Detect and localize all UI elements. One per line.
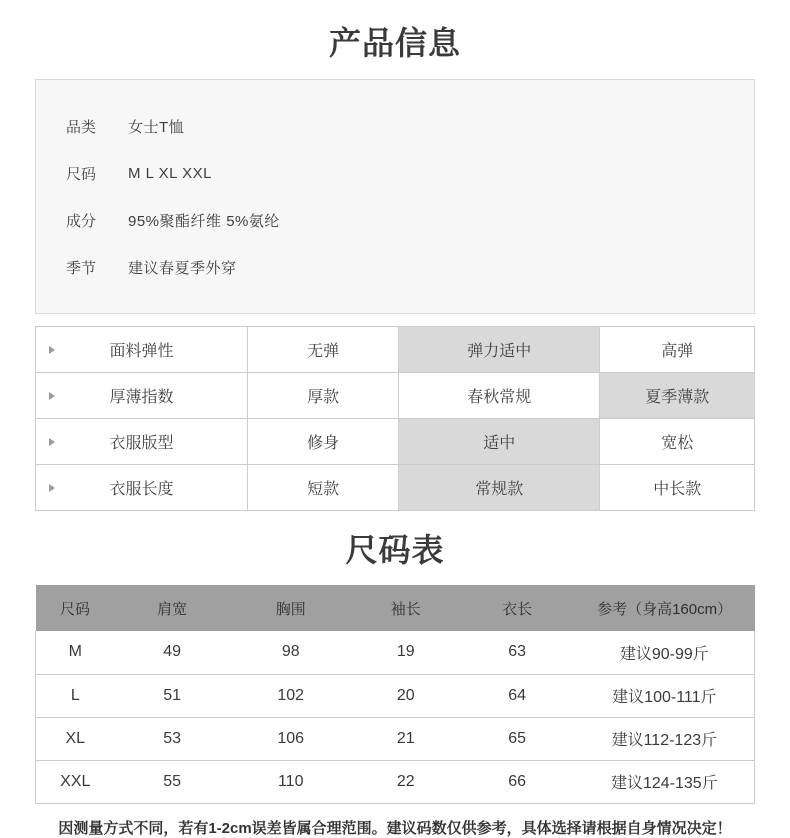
attr-option: 春秋常规 [399, 373, 600, 419]
attr-row-fit [36, 419, 755, 465]
col-header-sleeve: 袖长 [352, 585, 460, 631]
cell-bust: 110 [230, 760, 352, 803]
attr-option: 无弹 [248, 327, 399, 373]
cell-size: XL [36, 717, 115, 760]
cell-size: XXL [36, 760, 115, 803]
info-row-category [36, 103, 754, 150]
attr-option: 短款 [248, 465, 399, 511]
info-label: 季节 [66, 260, 97, 277]
attr-option: 修身 [248, 419, 399, 465]
attr-label-cell [36, 327, 248, 373]
col-header-shoulder: 肩宽 [115, 585, 230, 631]
triangle-right-icon [49, 346, 55, 354]
cell-bust: 106 [230, 717, 352, 760]
attr-option-selected: 夏季薄款 [600, 373, 755, 419]
attr-option-selected: 弹力适中 [399, 327, 600, 373]
attr-row-thickness [36, 373, 755, 419]
attr-label: 衣服版型 [109, 435, 174, 452]
cell-reference: 建议100-111斤 [575, 674, 755, 717]
cell-sleeve: 22 [352, 760, 460, 803]
cell-size: L [36, 674, 115, 717]
attr-label-cell [36, 373, 248, 419]
attr-label: 面料弹性 [109, 343, 174, 360]
attr-option: 中长款 [600, 465, 755, 511]
info-value: 建议春夏季外穿 [128, 260, 237, 277]
cell-length: 65 [460, 717, 575, 760]
attr-label-cell [36, 465, 248, 511]
attr-row-elasticity [36, 327, 755, 373]
info-label: 尺码 [66, 166, 97, 183]
size-row-m [36, 631, 755, 674]
size-row-xxl [36, 760, 755, 803]
size-chart-title: 尺码表 [345, 532, 445, 568]
cell-size: M [36, 631, 115, 674]
cell-length: 63 [460, 631, 575, 674]
attr-label: 衣服长度 [109, 481, 174, 498]
cell-sleeve: 20 [352, 674, 460, 717]
size-chart-table [35, 585, 755, 804]
triangle-right-icon [49, 392, 55, 400]
attr-label: 厚薄指数 [109, 389, 174, 406]
cell-reference: 建议124-135斤 [575, 760, 755, 803]
cell-reference: 建议112-123斤 [575, 717, 755, 760]
col-header-reference: 参考（身高160cm） [575, 585, 755, 631]
triangle-right-icon [49, 484, 55, 492]
attr-option: 厚款 [248, 373, 399, 419]
col-header-size: 尺码 [36, 585, 115, 631]
attr-option: 高弹 [600, 327, 755, 373]
cell-shoulder: 55 [115, 760, 230, 803]
attr-option-selected: 适中 [399, 419, 600, 465]
cell-shoulder: 53 [115, 717, 230, 760]
attr-option: 宽松 [600, 419, 755, 465]
cell-length: 66 [460, 760, 575, 803]
attr-option-selected: 常规款 [399, 465, 600, 511]
cell-sleeve: 21 [352, 717, 460, 760]
col-header-bust: 胸围 [230, 585, 352, 631]
info-row-composition [36, 197, 754, 244]
size-chart-header-row [36, 585, 755, 631]
cell-shoulder: 49 [115, 631, 230, 674]
measurement-disclaimer: 因测量方式不同，若有1-2cm误差皆属合理范围。建议码数仅供参考，具体选择请根据自身情况决定！ [58, 819, 732, 837]
attr-label-cell [36, 419, 248, 465]
attribute-table [35, 326, 755, 511]
cell-sleeve: 19 [352, 631, 460, 674]
cell-shoulder: 51 [115, 674, 230, 717]
info-value: M L XL XXL [128, 165, 212, 182]
cell-reference: 建议90-99斤 [575, 631, 755, 674]
page-title: 产品信息 [328, 25, 461, 61]
triangle-right-icon [49, 438, 55, 446]
info-row-season [36, 244, 754, 291]
info-value: 女士T恤 [128, 119, 185, 136]
product-info-box [35, 79, 755, 314]
cell-length: 64 [460, 674, 575, 717]
size-row-l [36, 674, 755, 717]
info-value: 95%聚酯纤维 5%氨纶 [128, 213, 280, 230]
size-row-xl [36, 717, 755, 760]
col-header-length: 衣长 [460, 585, 575, 631]
cell-bust: 102 [230, 674, 352, 717]
info-label: 品类 [66, 119, 97, 136]
info-row-sizes [36, 150, 754, 197]
cell-bust: 98 [230, 631, 352, 674]
info-label: 成分 [66, 213, 97, 230]
attr-row-length [36, 465, 755, 511]
